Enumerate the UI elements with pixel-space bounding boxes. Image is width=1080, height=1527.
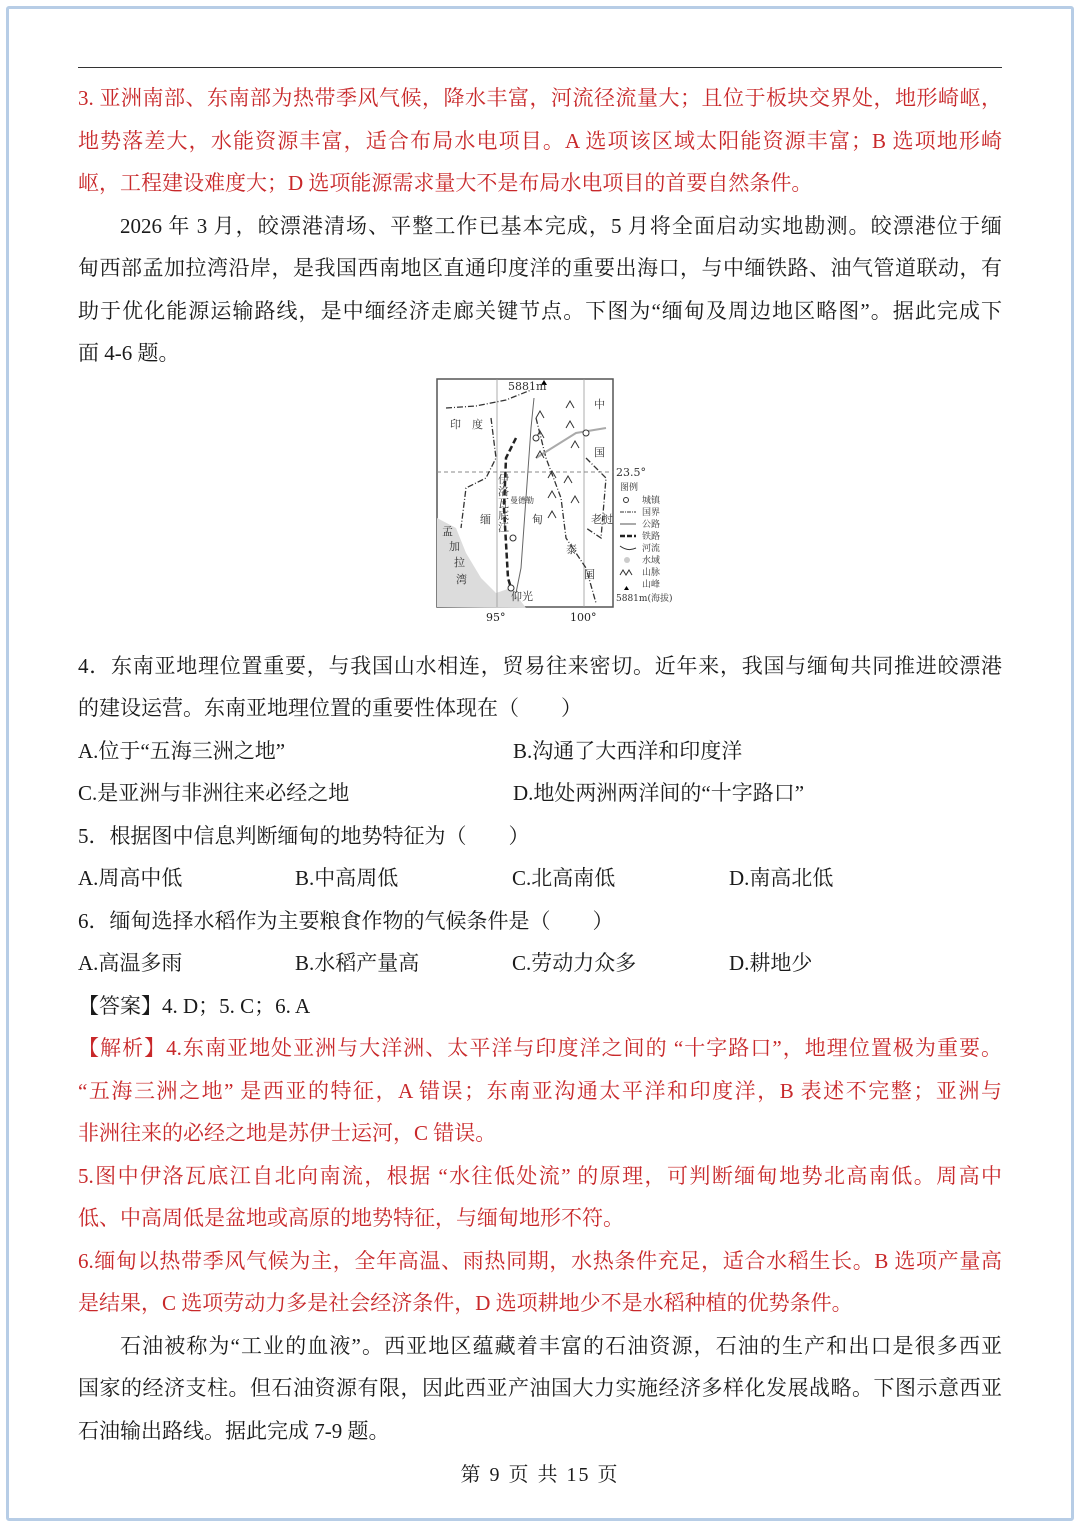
text-line: 是结果，C 选项劳动力多是社会经济条件，D 选项耕地少不是水稻种植的优势条件。 [78,1291,853,1315]
town-icon [583,430,589,436]
option-b: B.中高周低 [295,866,399,890]
text-line: 地势落差大，水能资源丰富，适合布局水电项目。A 选项该区域太阳能资源丰富；B 选项地形崎 [78,128,1002,153]
map-label-river: 洛 [498,484,509,498]
text-line: 助于优化能源运输路线，是中缅经济走廊关键节点。下图为“缅甸及周边地区略图”。据此完成下 [78,298,1002,323]
map-label-mandalay: 曼德勒 [510,495,534,505]
question-5 [78,815,1002,900]
option-c: C.劳动力众多 [512,951,637,975]
option-b: B.沟通了大西洋和印度洋 [513,738,743,763]
question-stem: 5．根据图中信息判断缅甸的地势特征为（ ） [78,823,530,848]
map-label-river: 瓦 [498,496,509,510]
map-label-longitude-100: 100° [570,610,597,624]
text-line: 国家的经济支柱。但石油资源有限，因此西亚产油国大力实施经济多样化发展战略。下图示意西亚 [78,1376,1002,1400]
myanmar-map-figure [78,375,1002,645]
legend-item: 山峰 [642,579,661,590]
map-label-laos: 老挝 [591,512,613,526]
legend-river-icon [620,546,636,550]
option-d: D.南高北低 [729,866,834,890]
legend-water-icon [624,557,630,563]
text-line: 面 4-6 题。 [78,341,180,365]
legend-title: 图例 [620,482,639,493]
map-legend [616,481,672,604]
map-label-china: 国 [594,445,605,459]
text-line: 3. 亚洲南部、东南部为热带季风气候，降水丰富，河流径流量大；且位于板块交界处，地形崎岖， [78,86,1002,110]
town-icon [533,435,539,441]
text-line: 甸西部孟加拉湾沿岸，是我国西南地区直通印度洋的重要出海口，与中缅铁路、油气管道联动，有 [78,256,1002,280]
legend-item: 城镇 [642,495,661,506]
text-line: 石油被称为“工业的血液”。西亚地区蕴藏着丰富的石油资源，石油的生产和出口是很多西亚 [120,1333,1002,1358]
explanation-q3 [78,77,1002,205]
text-line: 非洲往来的必经之地是苏伊士运河，C 错误。 [78,1121,497,1145]
option-a: A.高温多雨 [78,951,183,975]
page-content [78,77,1002,1452]
map-label-bay: 加 [449,539,460,553]
analysis [78,1027,1002,1325]
option-b: B.水稻产量高 [295,951,420,975]
map-label-yangon: 仰光 [511,589,533,603]
map-label-peak: 5881m [508,379,547,393]
legend-item: 5881m(海拔) [616,593,673,604]
legend-mountain-icon [620,570,632,575]
legend-item: 国界 [642,507,661,518]
town-icon [510,535,516,541]
map-label-river: 伊 [498,472,509,486]
map-label-river: 江 [498,520,509,534]
map-label-india: 印 度 [450,417,483,431]
legend-peak-icon [624,586,629,590]
intro-4-6 [78,205,1002,375]
option-a: A.位于“五海三洲之地” [78,738,286,763]
map-label-longitude-95: 95° [486,610,506,624]
legend-item: 山脉 [642,567,661,578]
legend-town-icon [624,497,629,502]
option-c: C.北高南低 [512,866,616,890]
text-line: 2026 年 3 月，皎漂港清场、平整工作已基本完成，5 月将全面启动实地勘测。皎漂港位于缅 [120,213,1002,238]
myanmar-map [436,378,686,628]
legend-item: 河流 [642,543,661,554]
option-d: D.耕地少 [729,951,813,975]
page-number: 第 9 页 共 15 页 [460,1464,620,1486]
map-label-myanmar: 缅 [480,512,491,526]
map-label-latitude: 23.5° [616,465,646,479]
text-line: 低、中高周低是盆地或高原的地势特征，与缅甸地形不符。 [78,1206,624,1230]
text-line: 石油输出路线。据此完成 7-9 题。 [78,1418,390,1443]
analysis-label: 【解析】 [78,1036,167,1060]
text-line: 岖，工程建设难度大；D 选项能源需求量大不是布局水电项目的首要自然条件。 [78,171,813,195]
map-label-thailand: 泰 [566,542,577,556]
map-label-river: 底 [498,508,509,522]
text-line: “五海三洲之地” 是西亚的特征，A 错误；东南亚沟通太平洋和印度洋，B 表述不完整；亚洲与 [78,1078,1002,1103]
question-6 [78,900,1002,985]
option-d: D.地处两洲两洋间的“十字路口” [513,781,805,805]
question-stem: 4．东南亚地理位置重要，与我国山水相连，贸易往来密切。近年来，我国与缅甸共同推进皎漂港 [78,653,1002,678]
option-c: C.是亚洲与非洲往来必经之地 [78,781,350,805]
map-label-bay: 拉 [454,555,465,569]
answer-key: 【答案】4. D；5. C；6. A [78,993,311,1018]
map-label-china: 中 [594,397,605,411]
legend-item: 水域 [642,555,661,566]
header-rule [78,67,1002,68]
question-4 [78,645,1002,815]
legend-item: 铁路 [642,531,661,542]
map-label-myanmar: 甸 [532,512,543,526]
text-line: 6.缅甸以热带季风气候为主，全年高温、雨热同期，水热条件充足，适合水稻生长。B 选项产量高 [78,1248,1002,1273]
map-label-thailand: 国 [584,567,595,581]
question-stem: 6．缅甸选择水稻作为主要粮食作物的气候条件是（ ） [78,908,614,933]
map-label-bay: 孟 [442,524,453,538]
option-a: A.周高中低 [78,866,183,890]
legend-item: 公路 [642,519,661,530]
map-label-bay: 湾 [456,572,467,586]
text-line: 5.图中伊洛瓦底江自北向南流，根据 “水往低处流” 的原理，可判断缅甸地势北高南低。周高中 [78,1163,1002,1188]
intro-7-9 [78,1325,1002,1453]
question-stem: 的建设运营。东南亚地理位置的重要性体现在（ ） [78,696,582,720]
text-line: 4.东南亚地处亚洲与大洋洲、太平洋与印度洋之间的 “十字路口”，地理位置极为重要。 [166,1036,1003,1060]
